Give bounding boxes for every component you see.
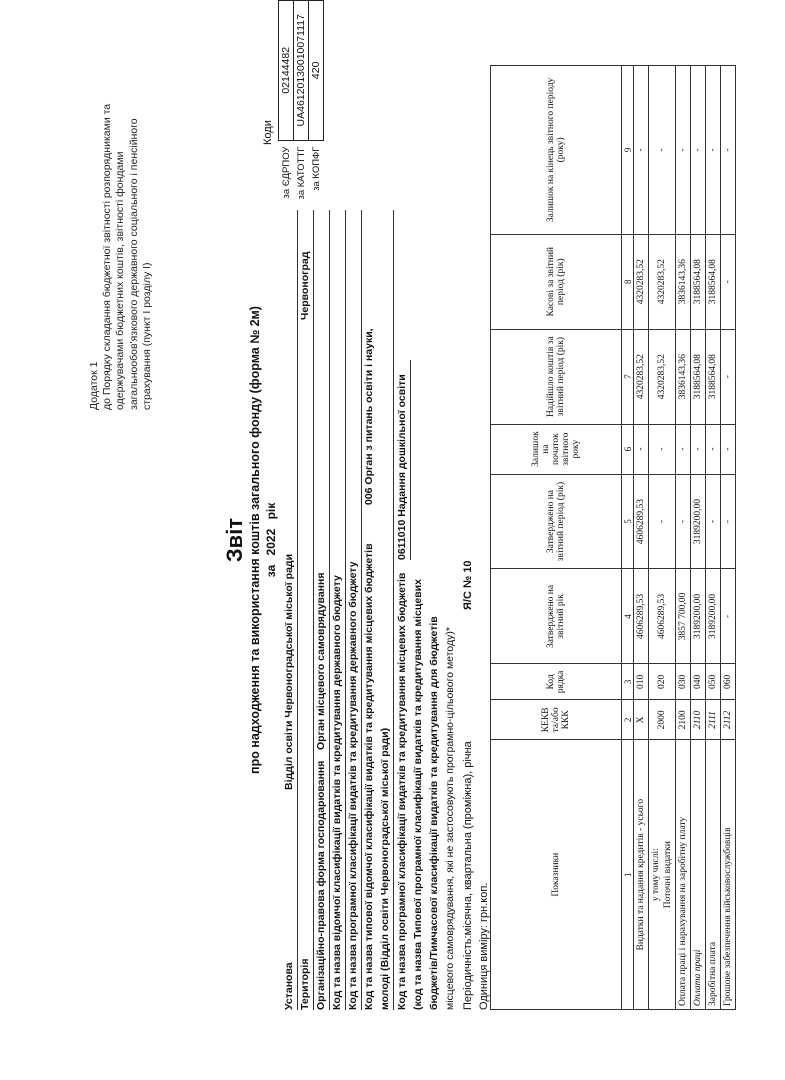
program-local-value: 0611010 Надання дошкільної освіти (396, 374, 408, 560)
underline (410, 360, 411, 560)
table-header: Надійшло коштів за звітний період (рік) (491, 329, 622, 424)
indicator-name: Заробітна плата (706, 740, 721, 1010)
value-cell: - (676, 474, 691, 569)
code-label: за ЄДРПОУ (280, 146, 292, 199)
code-value: 420 (309, 1, 324, 141)
table-header-row (491, 66, 622, 1010)
value-cell: 4320283,52 (649, 234, 676, 329)
indicator-name: Грошове забезпечення військовослужбовців (721, 740, 736, 1010)
code-label: за КОПФГ (310, 146, 322, 191)
legal-form-value: Орган місцевого самоврядування (315, 572, 327, 750)
value-cell: 3188564,08 (706, 329, 721, 424)
value-cell: 3836143,36 (676, 234, 691, 329)
column-number: 4 (622, 569, 634, 664)
table-row (691, 66, 706, 1010)
table-header: Показники (491, 740, 622, 1010)
indicator-name (649, 740, 676, 1010)
indicator-name: Оплата праці і нарахування на заробітну плату (676, 740, 691, 1010)
year-prefix: за (264, 564, 278, 578)
value-cell: - (721, 329, 736, 424)
indicator-subtitle: у тому числі: (651, 848, 661, 902)
codes-header: Коди (262, 120, 274, 145)
column-number: 2 (622, 700, 634, 740)
value-cell: 4606289,53 (634, 569, 649, 664)
value-cell: - (634, 424, 649, 474)
table-header: Залишок на початок звітного року (491, 424, 622, 474)
underline (329, 210, 330, 1010)
value-cell: - (676, 424, 691, 474)
column-number: 1 (622, 740, 634, 1010)
value-cell: - (676, 66, 691, 235)
value-cell: - (721, 234, 736, 329)
appendix-line: загальнообов'язкового державного соціального і пенсійного (127, 118, 140, 410)
dept-code-label: Код та назва відомчої класифікації видатків та кредитування державного бюджету (331, 575, 343, 1010)
code-value: UA46120130010071117 (294, 1, 309, 141)
column-number: 3 (622, 664, 634, 700)
value-cell: - (721, 474, 736, 569)
indicator-name: Видатки та надання кредитів - усього (634, 740, 649, 1010)
appendix-line: до Порядку складання бюджетної звітності розпорядниками та (101, 103, 114, 410)
value-cell: - (691, 424, 706, 474)
row-code-cell: 010 (634, 664, 649, 700)
value-cell: - (721, 424, 736, 474)
account-number: Я/С № 10 (462, 560, 474, 610)
table-header: Касові за звітний період (рік) (491, 234, 622, 329)
table-row (634, 66, 649, 1010)
value-cell: - (706, 66, 721, 235)
value-cell: 3188564,08 (706, 234, 721, 329)
table-header: Код рядка (491, 664, 622, 700)
periodicity: Періодичність:місячна, квартальна (проміжна), річна (462, 741, 474, 1010)
value-cell: 3188564,08 (691, 234, 706, 329)
report-title: Звіт (222, 517, 247, 563)
table-header: Затверджено на звітний рік (491, 569, 622, 664)
table-row (721, 66, 736, 1010)
appendix-line: страхування (пункт I розділу I) (140, 262, 153, 410)
underline (345, 210, 346, 1010)
appendix-note (88, 104, 154, 410)
column-number: 9 (622, 66, 634, 235)
kekv-cell: 2112 (721, 700, 736, 740)
value-cell: 3189200,00 (691, 569, 706, 664)
column-number: 8 (622, 234, 634, 329)
value-cell: 4606289,53 (649, 569, 676, 664)
code-row-katottg (294, 1, 309, 206)
appendix-line: одержувачами бюджетних коштів, звітності фондами (114, 151, 127, 410)
appendix-line: Додаток 1 (88, 361, 100, 410)
code-row-kopfg (309, 1, 324, 206)
underline (297, 210, 298, 1010)
underline (313, 210, 314, 1010)
table-header: КЕКВ та/або ККК (491, 700, 622, 740)
year-suffix: рік (264, 502, 278, 520)
year-value: 2022 (264, 528, 278, 556)
code-value: 02144482 (279, 1, 294, 141)
row-code-cell: 060 (721, 664, 736, 700)
value-cell: - (706, 424, 721, 474)
table-row (676, 66, 691, 1010)
value-cell: 3189200,00 (706, 569, 721, 664)
indicator-name: Оплата праці (691, 740, 706, 1010)
column-number: 7 (622, 329, 634, 424)
table-header: Залишок на кінець звітного періоду (року) (491, 66, 622, 235)
typical-dept-value: 006 Орган з питань освіти і науки, (363, 328, 375, 505)
institution-value: Відділ освіти Червоноградської міської ради (283, 553, 295, 790)
value-cell: - (706, 474, 721, 569)
underline (361, 210, 362, 1010)
report-table (490, 65, 736, 1010)
table-header: Затверджено на звітний період (рік) (491, 474, 622, 569)
column-number: 6 (622, 424, 634, 474)
legal-form-label: Організаційно-правова форма господарювання (315, 760, 327, 1010)
value-cell: - (691, 66, 706, 235)
value-cell: - (649, 474, 676, 569)
typical-dept-label: Код та назва типової відомчої класифікації видатків та кредитування місцевих бюджетів (363, 543, 375, 1010)
code-row-edrpou (279, 1, 294, 206)
value-cell: 4606289,53 (634, 474, 649, 569)
underline (393, 210, 394, 1010)
report-subtitle: про надходження та використання коштів загального фонду (форма № 2м) (248, 306, 262, 774)
value-cell: 3189200,00 (691, 474, 706, 569)
table-row (706, 66, 721, 1010)
value-cell: 3857 700,00 (676, 569, 691, 664)
table-row (649, 66, 676, 1010)
typical-dept-value-2: молоді (Відділ освіти Червоноградської міської ради) (379, 727, 391, 1010)
unit-of-measure: Одиниця виміру: грн.коп. (478, 882, 490, 1010)
kekv-cell: 2000 (649, 700, 676, 740)
value-cell: - (634, 66, 649, 235)
value-cell: 3836143,36 (676, 329, 691, 424)
program-local-label: Код та назва програмної класифікації видатків та кредитування місцевих бюджетів (396, 572, 408, 1010)
row-code-cell: 050 (706, 664, 721, 700)
row-code-cell: 030 (676, 664, 691, 700)
typical-program-line: місцевого самоврядування, які не застосовують програмно-цільового методу)* (444, 627, 456, 1010)
column-number: 5 (622, 474, 634, 569)
kekv-cell: 2110 (691, 700, 706, 740)
typical-program-line: (код та назва Типової програмної класифікації видатків та кредитування місцевих (412, 579, 424, 1010)
kekv-cell: 2111 (706, 700, 721, 740)
report-year (264, 0, 278, 1080)
code-label: за КАТОТТГ (295, 146, 307, 200)
value-cell: - (649, 424, 676, 474)
row-code-cell: 020 (649, 664, 676, 700)
territory-value: Червоноград (299, 251, 311, 320)
indicator-title: Поточні видатки (663, 841, 673, 909)
value-cell: 4320283,52 (634, 329, 649, 424)
value-cell: - (721, 569, 736, 664)
table-number-row (622, 66, 634, 1010)
typical-program-line: бюджетів/Тимчасової класифікації видатків та кредитування для бюджетів (428, 616, 440, 1010)
program-code-label: Код та назва програмної класифікації видатків та кредитування державного бюджету (347, 561, 359, 1010)
territory-label: Територія (299, 958, 311, 1010)
value-cell: - (721, 66, 736, 235)
value-cell: 4320283,52 (634, 234, 649, 329)
institution-label: Установа (283, 962, 295, 1010)
value-cell: 4320283,52 (649, 329, 676, 424)
value-cell: - (649, 66, 676, 235)
value-cell: 3188564,08 (691, 329, 706, 424)
kekv-cell: Х (634, 700, 649, 740)
row-code-cell: 040 (691, 664, 706, 700)
codes-table (278, 0, 324, 205)
kekv-cell: 2100 (676, 700, 691, 740)
